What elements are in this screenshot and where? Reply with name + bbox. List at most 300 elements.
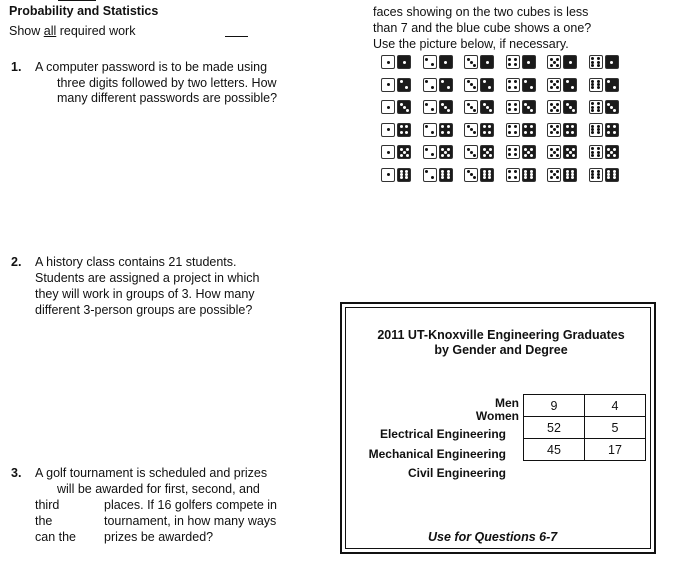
die-pip xyxy=(566,125,569,128)
die-pip xyxy=(514,170,517,173)
die-pip xyxy=(610,61,613,64)
question-3-right-text: tournament, in how many ways xyxy=(104,514,277,528)
black-die-face-1 xyxy=(439,55,453,69)
die-pip xyxy=(556,103,559,106)
die-pip xyxy=(597,64,600,67)
table-cell: 5 xyxy=(585,417,646,439)
die-pip xyxy=(553,83,556,86)
die-pip xyxy=(572,148,575,151)
die-pip xyxy=(597,154,600,157)
die-pip xyxy=(550,103,553,106)
die-pip xyxy=(597,131,600,134)
die-pip xyxy=(597,57,600,60)
die-pip xyxy=(514,131,517,134)
white-die-face-2 xyxy=(423,145,437,159)
die-pip xyxy=(514,176,517,179)
die-pip xyxy=(607,131,610,134)
die-pip xyxy=(470,151,473,154)
die-pip xyxy=(607,125,610,128)
die-pip xyxy=(530,148,533,151)
die-pip xyxy=(405,125,408,128)
die-pip xyxy=(403,61,406,64)
die-pip xyxy=(571,86,574,89)
die-pip xyxy=(467,103,470,106)
die-pip xyxy=(613,154,616,157)
black-die-face-2 xyxy=(522,78,536,92)
die-pip xyxy=(524,80,527,83)
question-3-right-text: places. If 16 golfers compete in xyxy=(104,498,278,512)
die-pip xyxy=(530,86,533,89)
die-pip xyxy=(556,58,559,61)
dice-question-line: faces showing on the two cubes is less xyxy=(373,5,589,19)
die-pip xyxy=(387,83,390,86)
black-die-face-4 xyxy=(397,123,411,137)
die-pip xyxy=(597,147,600,150)
question-2-line: different 3-person groups are possible? xyxy=(35,303,253,317)
die-pip xyxy=(444,61,447,64)
white-die-face-3 xyxy=(464,55,478,69)
black-die-face-3 xyxy=(522,100,536,114)
dice-question-line: than 7 and the blue cube shows a one? xyxy=(373,21,592,35)
die-pip xyxy=(550,170,553,173)
graduates-title-line-1: 2011 UT-Knoxville Engineering Graduates xyxy=(377,328,625,342)
die-pip xyxy=(524,103,527,106)
question-1-number: 1. xyxy=(11,60,22,74)
die-pip xyxy=(524,154,527,157)
white-die-face-3 xyxy=(464,100,478,114)
name-blank-line xyxy=(225,36,248,37)
die-pip xyxy=(486,151,489,154)
die-pip xyxy=(553,106,556,109)
black-die-face-6 xyxy=(563,168,577,182)
die-pip xyxy=(591,86,594,89)
die-pip xyxy=(441,103,444,106)
die-pip xyxy=(550,125,553,128)
die-pip xyxy=(470,173,473,176)
die-pip xyxy=(447,109,450,112)
die-pip xyxy=(514,63,517,66)
die-pip xyxy=(425,58,428,61)
black-die-face-5 xyxy=(439,145,453,159)
die-pip xyxy=(591,57,594,60)
white-die-face-1 xyxy=(381,100,395,114)
white-die-face-2 xyxy=(423,100,437,114)
die-pip xyxy=(572,109,575,112)
table-row xyxy=(524,395,646,417)
black-die-face-6 xyxy=(522,168,536,182)
die-pip xyxy=(613,176,616,179)
die-pip xyxy=(483,131,486,134)
die-pip xyxy=(553,151,556,154)
die-pip xyxy=(483,148,486,151)
white-die-face-6 xyxy=(589,55,603,69)
table-cell: 17 xyxy=(585,439,646,461)
die-pip xyxy=(591,147,594,150)
white-die-face-1 xyxy=(381,168,395,182)
gender-label-women: Women xyxy=(475,409,519,423)
die-pip xyxy=(607,176,610,179)
die-pip xyxy=(431,108,434,111)
die-pip xyxy=(613,109,616,112)
die-pip xyxy=(425,170,428,173)
die-pip xyxy=(473,131,476,134)
die-pip xyxy=(571,176,574,179)
white-die-face-4 xyxy=(506,168,520,182)
die-pip xyxy=(514,108,517,111)
die-pip xyxy=(483,154,486,157)
die-pip xyxy=(556,109,559,112)
die-pip xyxy=(524,148,527,151)
die-pip xyxy=(405,131,408,134)
dice-question-line: Use the picture below, if necessary. xyxy=(373,37,569,51)
question-2-number: 2. xyxy=(11,255,22,269)
die-pip xyxy=(447,125,450,128)
die-pip xyxy=(553,128,556,131)
black-die-face-6 xyxy=(397,168,411,182)
die-pip xyxy=(467,170,470,173)
die-pip xyxy=(441,131,444,134)
black-die-face-1 xyxy=(522,55,536,69)
die-pip xyxy=(400,176,403,179)
die-pip xyxy=(508,170,511,173)
die-pip xyxy=(514,148,517,151)
die-pip xyxy=(597,102,600,105)
die-pip xyxy=(387,151,390,154)
die-pip xyxy=(591,131,594,134)
die-pip xyxy=(591,109,594,112)
die-pip xyxy=(470,106,473,109)
white-die-face-5 xyxy=(547,100,561,114)
die-pip xyxy=(514,103,517,106)
black-die-face-2 xyxy=(563,78,577,92)
white-die-face-4 xyxy=(506,78,520,92)
die-pip xyxy=(473,86,476,89)
die-pip xyxy=(486,106,489,109)
die-pip xyxy=(387,61,390,64)
die-pip xyxy=(508,148,511,151)
die-pip xyxy=(566,148,569,151)
white-die-face-6 xyxy=(589,123,603,137)
table-row xyxy=(524,417,646,439)
use-for-questions-note: Use for Questions 6-7 xyxy=(428,530,558,544)
die-pip xyxy=(441,80,444,83)
title-rule xyxy=(58,0,96,1)
die-pip xyxy=(508,103,511,106)
black-die-face-1 xyxy=(397,55,411,69)
die-pip xyxy=(508,153,511,156)
die-pip xyxy=(473,176,476,179)
table-cell: 9 xyxy=(524,395,585,417)
die-pip xyxy=(400,125,403,128)
die-pip xyxy=(514,80,517,83)
black-die-face-2 xyxy=(439,78,453,92)
question-3-line: will be awarded for first, second, and xyxy=(57,482,260,496)
black-die-face-4 xyxy=(480,123,494,137)
die-pip xyxy=(473,109,476,112)
die-pip xyxy=(400,103,403,106)
white-die-face-2 xyxy=(423,55,437,69)
table-cell: 4 xyxy=(585,395,646,417)
die-pip xyxy=(613,131,616,134)
die-pip xyxy=(483,103,486,106)
die-pip xyxy=(591,176,594,179)
die-pip xyxy=(400,148,403,151)
die-pip xyxy=(569,106,572,109)
die-pip xyxy=(556,80,559,83)
die-pip xyxy=(550,80,553,83)
degree-label-civil: Civil Engineering xyxy=(407,466,506,480)
white-die-face-4 xyxy=(506,100,520,114)
die-pip xyxy=(508,58,511,61)
die-pip xyxy=(556,131,559,134)
die-pip xyxy=(550,154,553,157)
die-pip xyxy=(530,131,533,134)
die-pip xyxy=(486,61,489,64)
degree-label-mechanical: Mechanical Engineering xyxy=(368,447,506,461)
die-pip xyxy=(550,131,553,134)
die-pip xyxy=(467,58,470,61)
white-die-face-6 xyxy=(589,100,603,114)
black-die-face-4 xyxy=(522,123,536,137)
white-die-face-4 xyxy=(506,55,520,69)
die-pip xyxy=(514,125,517,128)
gender-label-men: Men xyxy=(495,396,519,410)
die-pip xyxy=(530,154,533,157)
die-pip xyxy=(508,125,511,128)
die-pip xyxy=(524,125,527,128)
die-pip xyxy=(489,109,492,112)
die-pip xyxy=(405,86,408,89)
die-pip xyxy=(607,154,610,157)
black-die-face-1 xyxy=(480,55,494,69)
die-pip xyxy=(550,109,553,112)
die-pip xyxy=(566,131,569,134)
die-pip xyxy=(467,148,470,151)
die-pip xyxy=(447,176,450,179)
die-pip xyxy=(467,125,470,128)
die-pip xyxy=(508,131,511,134)
die-pip xyxy=(431,131,434,134)
die-pip xyxy=(556,154,559,157)
degree-label-electrical: Electrical Engineering xyxy=(379,427,506,441)
graduates-title-line-2: by Gender and Degree xyxy=(434,343,568,357)
black-die-face-5 xyxy=(605,145,619,159)
die-pip xyxy=(483,80,486,83)
question-3-left-word: the xyxy=(35,514,53,528)
black-die-face-3 xyxy=(397,100,411,114)
question-1-line: three digits followed by two letters. How xyxy=(57,76,277,90)
black-die-face-5 xyxy=(397,145,411,159)
white-die-face-6 xyxy=(589,145,603,159)
question-3-line: A golf tournament is scheduled and prizes xyxy=(35,466,268,480)
die-pip xyxy=(508,63,511,66)
black-die-face-3 xyxy=(439,100,453,114)
die-pip xyxy=(572,154,575,157)
die-pip xyxy=(444,151,447,154)
die-pip xyxy=(613,125,616,128)
die-pip xyxy=(591,154,594,157)
die-pip xyxy=(425,148,428,151)
question-1-line: A computer password is to be made using xyxy=(35,60,268,74)
die-pip xyxy=(566,176,569,179)
black-die-face-3 xyxy=(605,100,619,114)
die-pip xyxy=(607,103,610,106)
black-die-face-4 xyxy=(439,123,453,137)
die-pip xyxy=(527,151,530,154)
white-die-face-1 xyxy=(381,78,395,92)
instructions-post: required work xyxy=(56,24,136,38)
white-die-face-3 xyxy=(464,168,478,182)
die-pip xyxy=(613,86,616,89)
die-pip xyxy=(610,106,613,109)
black-die-face-6 xyxy=(605,168,619,182)
die-pip xyxy=(524,131,527,134)
die-pip xyxy=(406,148,409,151)
die-pip xyxy=(514,153,517,156)
die-pip xyxy=(441,176,444,179)
die-pip xyxy=(425,80,428,83)
table-row xyxy=(524,439,646,461)
die-pip xyxy=(441,125,444,128)
white-die-face-3 xyxy=(464,145,478,159)
die-pip xyxy=(489,148,492,151)
die-pip xyxy=(406,109,409,112)
die-pip xyxy=(425,125,428,128)
black-die-face-2 xyxy=(397,78,411,92)
table-cell: 45 xyxy=(524,439,585,461)
die-pip xyxy=(470,83,473,86)
question-2-line: A history class contains 21 students. xyxy=(35,255,237,269)
black-die-face-5 xyxy=(522,145,536,159)
black-die-face-5 xyxy=(563,145,577,159)
white-die-face-1 xyxy=(381,123,395,137)
die-pip xyxy=(470,128,473,131)
die-pip xyxy=(566,103,569,106)
instructions-pre: Show xyxy=(9,24,44,38)
die-pip xyxy=(447,86,450,89)
die-pip xyxy=(556,176,559,179)
die-pip xyxy=(406,154,409,157)
die-pip xyxy=(527,61,530,64)
white-die-face-1 xyxy=(381,55,395,69)
die-pip xyxy=(571,131,574,134)
die-pip xyxy=(387,106,390,109)
white-die-face-6 xyxy=(589,78,603,92)
die-pip xyxy=(470,61,473,64)
white-die-face-2 xyxy=(423,123,437,137)
question-3-left-word: can the xyxy=(35,530,77,544)
black-die-face-2 xyxy=(605,78,619,92)
dice-outcome-grid xyxy=(381,55,617,185)
table-cell: 52 xyxy=(524,417,585,439)
die-pip xyxy=(566,154,569,157)
die-pip xyxy=(556,64,559,67)
die-pip xyxy=(550,64,553,67)
die-pip xyxy=(610,151,613,154)
white-die-face-3 xyxy=(464,123,478,137)
die-pip xyxy=(550,86,553,89)
black-die-face-6 xyxy=(480,168,494,182)
die-pip xyxy=(400,80,403,83)
die-pip xyxy=(569,151,572,154)
question-3-number: 3. xyxy=(11,466,22,480)
die-pip xyxy=(467,80,470,83)
die-pip xyxy=(431,153,434,156)
white-die-face-5 xyxy=(547,168,561,182)
die-pip xyxy=(403,151,406,154)
die-pip xyxy=(550,58,553,61)
die-pip xyxy=(508,86,511,89)
black-die-face-1 xyxy=(563,55,577,69)
die-pip xyxy=(571,125,574,128)
black-die-face-3 xyxy=(563,100,577,114)
die-pip xyxy=(473,64,476,67)
question-1-line: many different passwords are possible? xyxy=(57,91,278,105)
die-pip xyxy=(431,63,434,66)
white-die-face-2 xyxy=(423,168,437,182)
die-pip xyxy=(488,86,491,89)
white-die-face-5 xyxy=(547,123,561,137)
die-pip xyxy=(431,176,434,179)
die-pip xyxy=(591,64,594,67)
die-pip xyxy=(387,173,390,176)
question-2-line: Students are assigned a project in which xyxy=(35,271,260,285)
die-pip xyxy=(441,148,444,151)
white-die-face-3 xyxy=(464,78,478,92)
white-die-face-4 xyxy=(506,145,520,159)
black-die-face-4 xyxy=(563,123,577,137)
die-pip xyxy=(524,176,527,179)
die-pip xyxy=(607,148,610,151)
die-pip xyxy=(473,154,476,157)
die-pip xyxy=(441,154,444,157)
die-pip xyxy=(488,125,491,128)
die-pip xyxy=(447,131,450,134)
die-pip xyxy=(597,176,600,179)
die-pip xyxy=(556,170,559,173)
die-pip xyxy=(483,125,486,128)
die-pip xyxy=(444,106,447,109)
die-pip xyxy=(508,80,511,83)
question-3-left-word: third xyxy=(35,498,60,512)
die-pip xyxy=(488,176,491,179)
die-pip xyxy=(400,131,403,134)
white-die-face-5 xyxy=(547,145,561,159)
die-pip xyxy=(530,176,533,179)
die-pip xyxy=(530,125,533,128)
black-die-face-2 xyxy=(480,78,494,92)
black-die-face-4 xyxy=(605,123,619,137)
die-pip xyxy=(431,86,434,89)
die-pip xyxy=(613,148,616,151)
instructions-emphasis: all xyxy=(43,24,57,38)
white-die-face-6 xyxy=(589,168,603,182)
die-pip xyxy=(550,176,553,179)
die-pip xyxy=(447,148,450,151)
die-pip xyxy=(556,86,559,89)
black-die-face-6 xyxy=(439,168,453,182)
die-pip xyxy=(405,176,408,179)
die-pip xyxy=(569,61,572,64)
instructions xyxy=(9,24,135,38)
die-pip xyxy=(508,176,511,179)
die-pip xyxy=(556,125,559,128)
white-die-face-5 xyxy=(547,78,561,92)
question-2-line: they will work in groups of 3. How many xyxy=(35,287,255,301)
die-pip xyxy=(488,131,491,134)
die-pip xyxy=(556,148,559,151)
black-die-face-1 xyxy=(605,55,619,69)
